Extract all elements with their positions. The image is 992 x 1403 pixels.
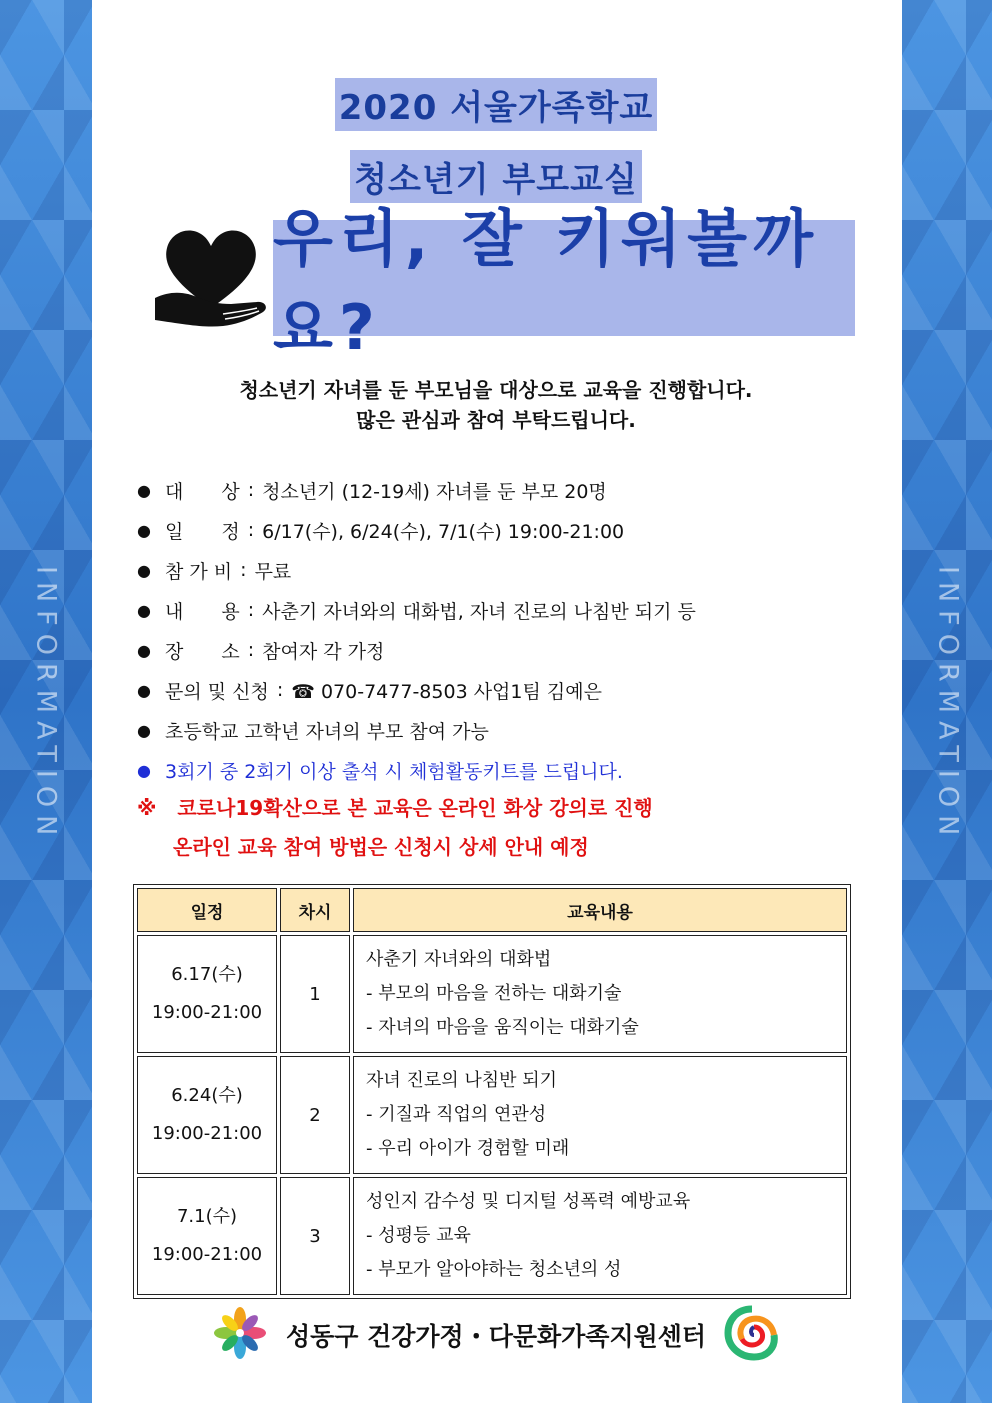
- row-session: 1: [280, 935, 350, 1053]
- row-date-cell: [137, 935, 277, 1053]
- row-date: 6.17(수): [171, 964, 243, 985]
- bullet-icon: ●: [137, 760, 151, 780]
- row-title: 성인지 감수성 및 디지털 성폭력 예방교육: [366, 1191, 691, 1212]
- row-sub2: - 자녀의 마음을 움직이는 대화기술: [366, 1017, 639, 1038]
- info-value: 청소년기 (12-19세) 자녀를 둔 부모 20명: [262, 480, 607, 503]
- info-colon: :: [276, 679, 284, 701]
- intro-line2: 많은 관심과 참여 부탁드립니다.: [356, 408, 636, 432]
- info-list: [137, 470, 857, 790]
- bullet-icon: ●: [137, 520, 151, 540]
- info-label: 내 용: [165, 600, 240, 623]
- info-value: 6/17(수), 6/24(수), 7/1(수) 19:00-21:00: [262, 520, 625, 543]
- header-session: 차시: [280, 888, 350, 932]
- row-content-cell: [353, 935, 847, 1053]
- info-item-place: [137, 630, 857, 670]
- info-value: 참여자 각 가정: [262, 640, 385, 663]
- info-item-target: [137, 470, 857, 510]
- info-colon: :: [247, 599, 255, 621]
- row-time: 19:00-21:00: [151, 1002, 263, 1023]
- info-label: 문의 및 신청: [165, 680, 269, 703]
- bullet-icon: ●: [137, 720, 151, 740]
- row-title: 사춘기 자녀와의 대화법: [366, 949, 552, 970]
- left-side-panel: [0, 0, 92, 1403]
- row-sub2: - 부모가 알아야하는 청소년의 성: [366, 1259, 622, 1280]
- swirl-logo-icon: [724, 1305, 780, 1365]
- info-colon: :: [240, 559, 247, 581]
- row-date: 6.24(수): [171, 1085, 243, 1106]
- info-label: 일 정: [165, 520, 240, 543]
- info-colon: :: [247, 519, 255, 541]
- info-label: 대 상: [165, 480, 240, 503]
- footer-org-name: 성동구 건강가정・다문화가족지원센터: [285, 1322, 707, 1351]
- banner-headline: 우리, 잘 키워볼까요?: [273, 202, 819, 364]
- info-colon: :: [247, 639, 255, 661]
- schedule-table: [133, 884, 851, 1299]
- page-title: 2020 서울가족학교: [335, 78, 658, 131]
- header-content: 교육내용: [353, 888, 847, 932]
- bullet-icon: ●: [137, 600, 151, 620]
- info-colon: :: [247, 479, 255, 501]
- row-date: 7.1(수): [176, 1206, 238, 1227]
- flower-logo-icon: [212, 1305, 268, 1365]
- table-row: [137, 1177, 847, 1295]
- table-row: [137, 935, 847, 1053]
- info-note-elementary: [137, 710, 857, 750]
- info-value: 무료: [254, 560, 292, 583]
- right-side-panel: [902, 0, 992, 1403]
- footer: [0, 1305, 992, 1365]
- info-item-contact: [137, 670, 857, 710]
- banner: [153, 202, 855, 364]
- table-header-row: [137, 888, 847, 932]
- row-time: 19:00-21:00: [151, 1244, 263, 1265]
- info-item-schedule: [137, 510, 857, 550]
- info-label: 참 가 비: [165, 560, 233, 583]
- row-content-cell: [353, 1177, 847, 1295]
- bullet-icon: ●: [137, 680, 151, 700]
- note-text: 초등학교 고학년 자녀의 부모 참여 가능: [165, 720, 489, 743]
- info-item-content: [137, 590, 857, 630]
- notice-text1: 코로나19확산으로 본 교육은 온라인 화상 강의로 진행: [177, 796, 653, 820]
- info-label: 장 소: [165, 640, 240, 663]
- side-label-right: INFORMATION: [932, 566, 964, 844]
- info-value: 사춘기 자녀와의 대화법, 자녀 진로의 나침반 되기 등: [262, 600, 696, 623]
- side-label-left: INFORMATION: [30, 566, 62, 844]
- row-sub2: - 우리 아이가 경험할 미래: [366, 1138, 570, 1159]
- table-row: [137, 1056, 847, 1174]
- bullet-icon: ●: [137, 640, 151, 660]
- row-time: 19:00-21:00: [151, 1123, 263, 1144]
- row-title: 자녀 진로의 나침반 되기: [366, 1070, 558, 1091]
- bullet-icon: ●: [137, 560, 151, 580]
- intro-line1: 청소년기 자녀를 둔 부모님을 대상으로 교육을 진행합니다.: [239, 378, 753, 402]
- row-session: 3: [280, 1177, 350, 1295]
- title-line1-wrap: [0, 78, 992, 131]
- notice-line1: [137, 792, 857, 821]
- note-text-blue: 3회기 중 2회기 이상 출석 시 체험활동키트를 드립니다.: [165, 760, 623, 783]
- row-session: 2: [280, 1056, 350, 1174]
- banner-text-box: [273, 202, 855, 364]
- info-note-kit: [137, 750, 857, 790]
- info-item-fee: [137, 550, 857, 590]
- heart-hand-icon: [153, 220, 273, 336]
- notice-line2: 온라인 교육 참여 방법은 신청시 상세 안내 예정: [173, 835, 589, 859]
- row-date-cell: [137, 1056, 277, 1174]
- bullet-icon: ●: [137, 480, 151, 500]
- row-sub1: - 부모의 마음을 전하는 대화기술: [366, 983, 622, 1004]
- row-sub1: - 성평등 교육: [366, 1225, 471, 1246]
- page-subtitle: 청소년기 부모교실: [350, 150, 642, 203]
- row-content-cell: [353, 1056, 847, 1174]
- row-date-cell: [137, 1177, 277, 1295]
- row-sub1: - 기질과 직업의 연관성: [366, 1104, 547, 1125]
- info-value: ☎ 070-7477-8503 사업1팀 김예은: [291, 680, 602, 703]
- notice-mark: ※: [137, 796, 157, 820]
- header-date: 일정: [137, 888, 277, 932]
